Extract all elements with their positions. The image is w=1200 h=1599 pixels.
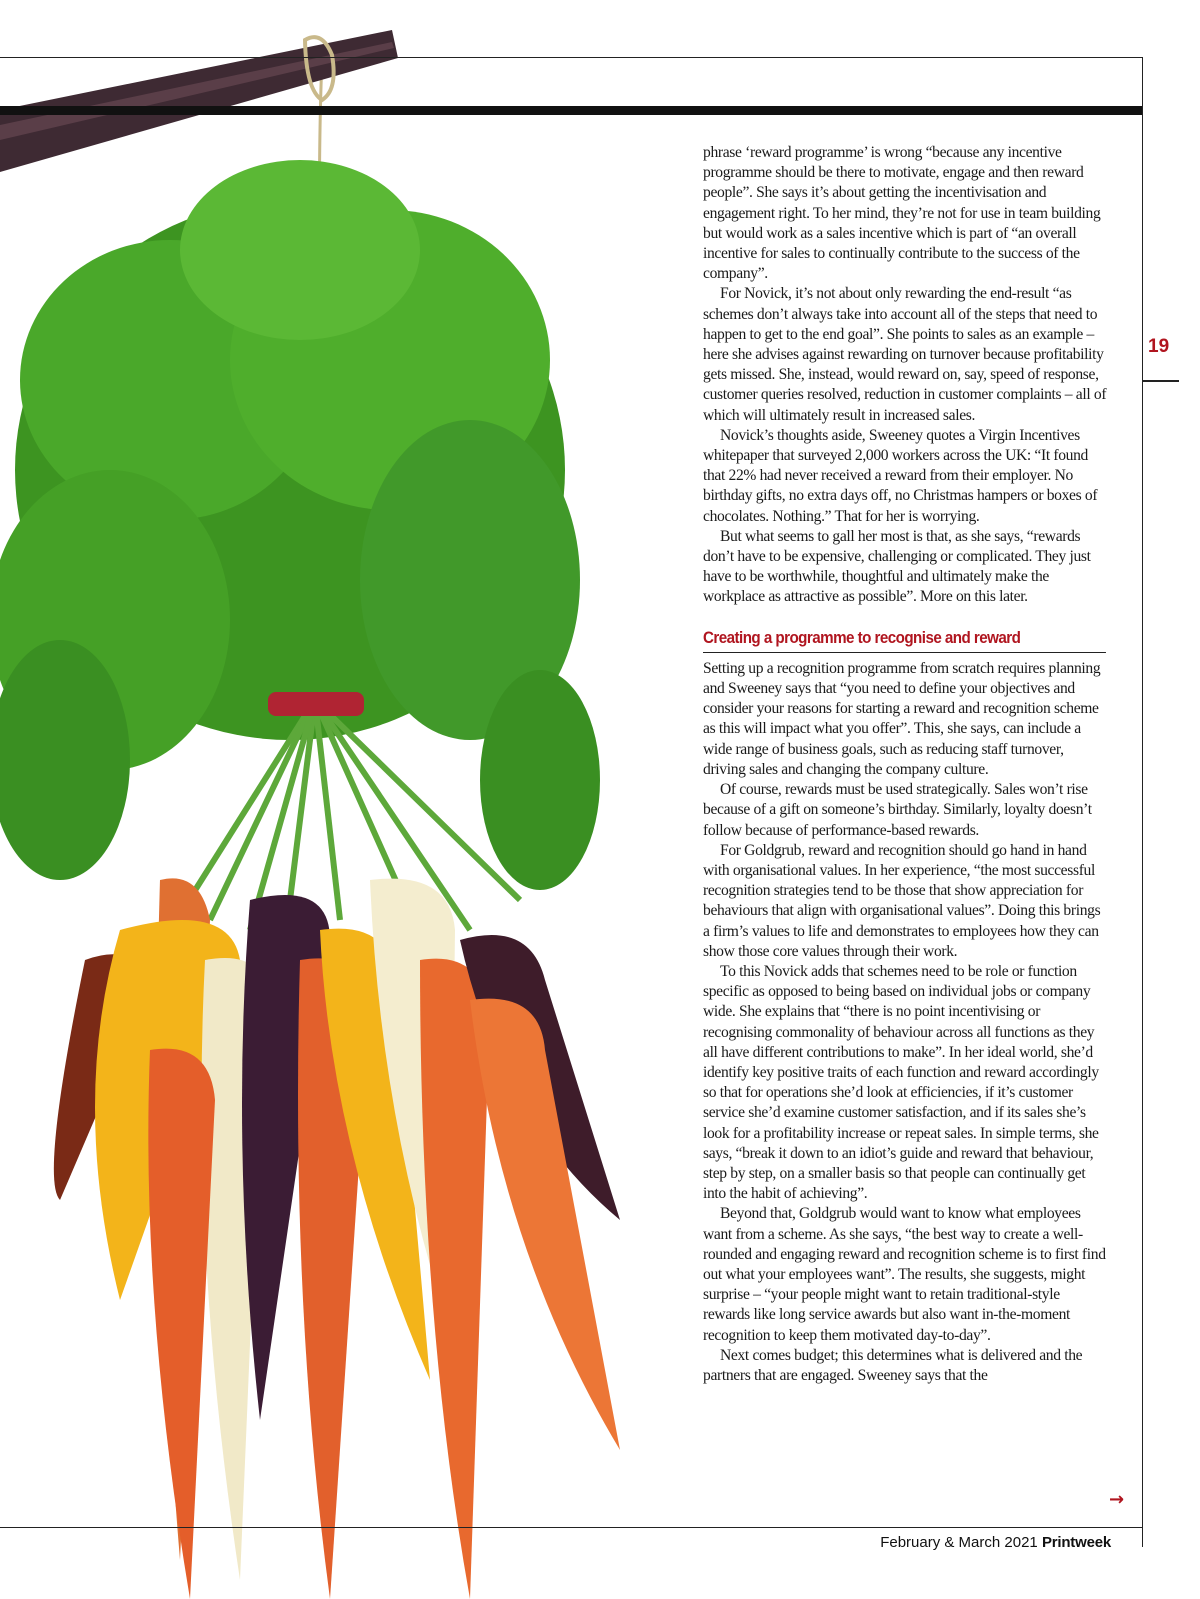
frame-right-rule (1142, 57, 1143, 1547)
page-footer (863, 1534, 1111, 1551)
wooden-stick (0, 30, 398, 172)
article-paragraph: Next comes budget; this determines what is delivered and the partners that are engaged. Sweeney says that the (703, 1346, 1083, 1384)
section-subhead: Creating a programme to recognise and reward (703, 628, 1106, 653)
article-column (703, 143, 1109, 1386)
frame-top-rule (0, 57, 1143, 58)
frame-bottom-rule (0, 1527, 1143, 1528)
article-paragraph: For Novick, it’s not about only rewarding the end-result “as schemes don’t always take into account all of the steps that need to happen to get to the end goal”. She points to sales as an example – here she advises against rewarding on turnover because profitability gets missed. She, instead, would reward on, say, speed of response, customer queries resolved, reduction in customer complaints – all of which will ultimately result in increased sales. (703, 285, 1107, 424)
article-paragraph: phrase ‘reward programme’ is wrong “because any incentive programme should be there to motivate, engage and then reward people”. She says it’s about getting the incentivisation and engagement right. To her mind, they’re not for use in team building but would work as a sales incentive which is part of “an overall incentive for sales to continually contribute to the success of the company”. (703, 144, 1101, 283)
page-number-rule (1143, 380, 1179, 382)
article-paragraph: Of course, rewards must be used strategically. Sales won’t rise because of a gift on someone’s birthday. Similarly, loyalty doesn’t follow because of performance-based rewards. (703, 781, 1092, 839)
page-number: 19 (1148, 336, 1170, 357)
magazine-brand: Printweek (1041, 1534, 1111, 1551)
article-paragraph: To this Novick adds that schemes need to be role or function specific as opposed to being based on individual jobs or company wide. She explains that “there is no point incentivising or recognising commonality of behaviour across all functions as they all have different contributions to make”. In her ideal world, she’d identify key positive traits of each function and reward accordingly so that for operations she’d look at efficiencies, if it’s customer service she’d examine customer satisfaction, and if its sales she’s look for a profitability increase or repeat sales. In simple terms, she says, “break it down to an idiot’s guide and reward that behaviour, step by step, on a smaller basis so that people can continually get into the habit of achieving”. (703, 962, 1099, 1203)
carrot-foliage (0, 160, 600, 890)
issue-date: February & March 2021 (880, 1534, 1038, 1551)
carrots (54, 878, 620, 1599)
article-paragraph: Novick’s thoughts aside, Sweeney quotes a Virgin Incentives whitepaper that surveyed 2,000 workers across the UK: “It found that 22% had never received a reward from their employer. No birthday gifts, no extra days off, no Christmas hampers or boxes of chocolates. Nothing.” That for her is worrying. (703, 426, 1098, 525)
red-band (268, 692, 364, 716)
header-bar (0, 106, 1142, 115)
article-paragraph: Setting up a recognition programme from scratch requires planning and Sweeney says that “you need to define your objectives and consider your reasons for starting a reward and recognition scheme as this will impact what you offer”. This, she says, can include a wide range of business goals, such as reducing staff turnover, driving sales and changing the company culture. (703, 659, 1101, 778)
continue-arrow-icon: → (1109, 1489, 1125, 1510)
article-paragraph: Beyond that, Goldgrub would want to know what employees want from a scheme. As she says, “the best way to create a well-rounded and engaging reward and recognition scheme is to first find out what your employees want”. The results, she suggests, might surprise – “your people might want to retain traditional-style rewards like long service awards but also want in-the-moment recognition to keep them motivated day-to-day”. (703, 1205, 1106, 1344)
article-paragraph: For Goldgrub, reward and recognition should go hand in hand with organisational values. In her experience, “the most successful recognition strategies tend to be those that show appreciation for behaviours that align with organisational values”. Doing this brings a firm’s values to life and demonstrates to employees how they can show those core values through their work. (703, 841, 1101, 960)
article-paragraph: But what seems to gall her most is that, as she says, “rewards don’t have to be expensive, challenging or complicated. They just have to be worthwhile, thoughtful and ultimately make the workplace as attractive as possible”. More on this later. (703, 527, 1091, 606)
